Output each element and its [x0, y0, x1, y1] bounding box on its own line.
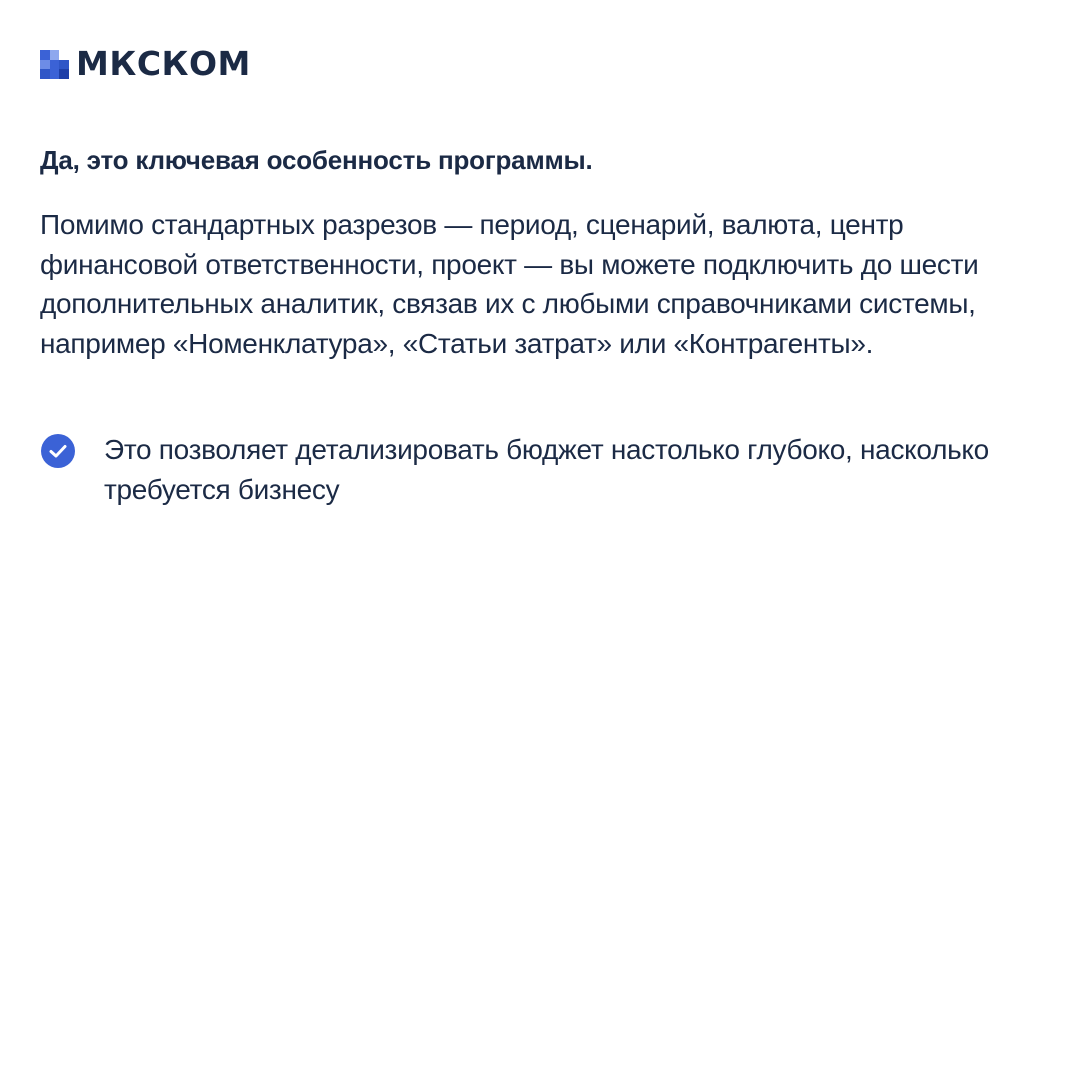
brand-logo [40, 44, 251, 83]
bullet-item [40, 430, 1040, 509]
pixel-square-logo-icon [40, 50, 69, 79]
bullet-text: Это позволяет детализировать бюджет настолько глубоко, насколько требуется бизнесу [104, 434, 989, 505]
check-circle-icon [40, 433, 76, 469]
brand-name: МКСКОМ [76, 44, 251, 83]
page-heading: Да, это ключевая особенность программы. [40, 145, 593, 175]
body-paragraph: Помимо стандартных разрезов — период, сценарий, валюта, центр финансовой ответственности, проект — вы можете подключить до шести дополнительных аналитик, связав их с любыми справочниками системы, например «Номенклатура», «Статьи затрат» или «Контрагенты». [40, 209, 979, 359]
